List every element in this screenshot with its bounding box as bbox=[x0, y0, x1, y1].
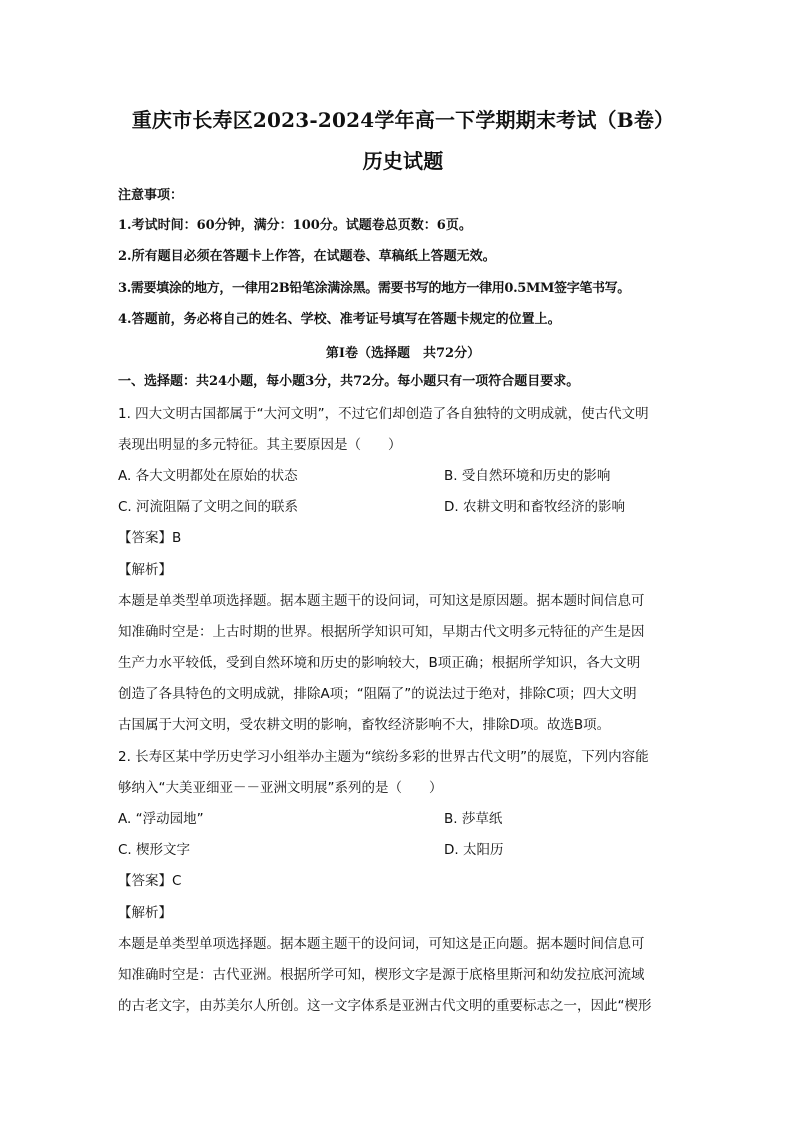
question-2-option-b: B. 莎草纸 bbox=[444, 811, 503, 827]
notice-item: 4.答题前，务必将自己的姓名、学校、准考证号填写在答题卡规定的位置上。 bbox=[118, 312, 561, 327]
notice-item: 1.考试时间：60分钟，满分：100分。试题卷总页数：6页。 bbox=[118, 218, 472, 233]
exam-subtitle: 历史试题 bbox=[362, 149, 444, 173]
question-1-analysis-line: 本题是单类型单项选择题。据本题主题干的设问词，可知这是原因题。据本题时间信息可 bbox=[118, 593, 645, 609]
question-2-answer: 【答案】C bbox=[118, 873, 182, 889]
question-1-analysis-label: 【解析】 bbox=[118, 562, 172, 578]
question-1-analysis-line: 创造了各具特色的文明成就，排除A项；“阻隔了”的说法过于绝对，排除C项；四大文明 bbox=[118, 686, 637, 702]
question-2-option-a: A. “浮动园地” bbox=[118, 811, 204, 827]
question-1-analysis-line: 古国属于大河文明，受农耕文明的影响，畜牧经济影响不大，排除D项。故选B项。 bbox=[118, 717, 611, 733]
question-1-answer: 【答案】B bbox=[118, 530, 182, 546]
question-2-analysis-label: 【解析】 bbox=[118, 905, 172, 921]
question-1-stem: 1. 四大文明古国都属于“大河文明”，不过它们却创造了各自独特的文明成就，使古代文明 bbox=[118, 406, 649, 422]
question-1-analysis-line: 生产力水平较低，受到自然环境和历史的影响较大，B项正确；根据所学知识，各大文明 bbox=[118, 655, 641, 671]
question-1-option-b: B. 受自然环境和历史的影响 bbox=[444, 468, 611, 484]
question-2-analysis-line: 本题是单类型单项选择题。据本题主题干的设问词，可知这是正向题。据本题时间信息可 bbox=[118, 936, 645, 952]
notice-item: 2.所有题目必须在答题卡上作答，在试题卷、草稿纸上答题无效。 bbox=[118, 249, 496, 264]
question-2-stem: 2. 长寿区某中学历史学习小组举办主题为“缤纷多彩的世界古代文明”的展览，下列内容能 bbox=[118, 749, 649, 765]
question-2-analysis-line: 知准确时空是：古代亚洲。根据所学可知，楔形文字是源于底格里斯河和幼发拉底河流域 bbox=[118, 967, 645, 983]
question-1-option-c: C. 河流阻隔了文明之间的联系 bbox=[118, 499, 299, 515]
question-1-option-a: A. 各大文明都处在原始的状态 bbox=[118, 468, 298, 484]
part-instructions: 一、选择题：共24小题，每小题3分，共72分。每小题只有一项符合题目要求。 bbox=[118, 374, 580, 389]
question-2-stem-cont: 够纳入“大美亚细亚－－亚洲文明展”系列的是（ ） bbox=[118, 780, 443, 796]
notice-heading: 注意事项： bbox=[118, 188, 184, 203]
question-2-analysis-line: 的古老文字，由苏美尔人所创。这一文字体系是亚洲古代文明的重要标志之一，因此“楔形 bbox=[118, 998, 652, 1014]
question-1-stem-cont: 表现出明显的多元特征。其主要原因是（ ） bbox=[118, 437, 402, 453]
notice-item: 3.需要填涂的地方，一律用2B铅笔涂满涂黑。需要书写的地方一律用0.5MM签字笔书写。 bbox=[118, 281, 630, 296]
question-1-analysis-line: 知准确时空是：上古时期的世界。根据所学知识可知，早期古代文明多元特征的产生是因 bbox=[118, 624, 645, 640]
exam-title: 重庆市长寿区2023-2024学年高一下学期期末考试（B卷） bbox=[131, 108, 675, 132]
question-1-option-d: D. 农耕文明和畜牧经济的影响 bbox=[444, 499, 625, 515]
question-2-option-c: C. 楔形文字 bbox=[118, 842, 191, 858]
question-2-option-d: D. 太阳历 bbox=[444, 842, 504, 858]
section-heading: 第I卷（选择题 共72分） bbox=[325, 346, 481, 361]
